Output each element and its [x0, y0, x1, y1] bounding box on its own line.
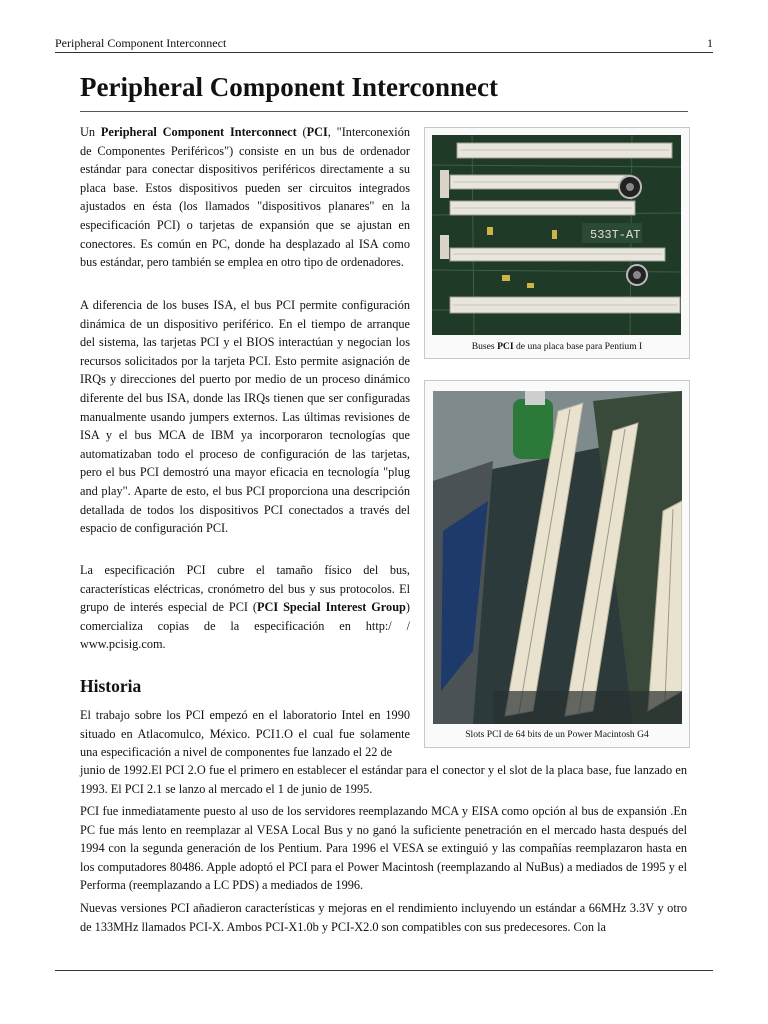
- page-number: 1: [707, 36, 713, 50]
- pci-sig-bold: PCI Special Interest Group: [257, 600, 406, 615]
- intro-paragraph-3: La especificación PCI cubre el tamaño físico del bus, características eléctricas, cronómetro del bus y sus protocolos. El grupo de interés especial de PCI (PCI Special Interest Group) comercializa copias de la especificación en http:/ / www.pcisig.com.: [80, 563, 410, 652]
- figure-pci-slots: [424, 380, 690, 748]
- figure-1-caption: Buses PCI de una placa base para Pentium I: [471, 341, 643, 352]
- pci-slots-photo: [433, 391, 682, 724]
- title-divider: [80, 111, 688, 112]
- intro-paragraph-2: A diferencia de los buses ISA, el bus PCI permite configuración dinámica de un dispositivo periférico. En el tiempo de arranque del sistema, las tarjetas PCI y el BIOS interactúan y negocian los recursos solicitados por la tarjeta PCI. Esto permite asignación de IRQs y direcciones del puerto por medio de un proceso dinámico diferente del bus ISA, donde las IRQs tienen que ser configuradas manualmente usando jumpers externos. Las últimas revisiones de ISA y el bus MCA de IBM ya incorporaron tecnologías que automatizaban todo el proceso de configuración de las tarjetas, pero el bus PCI demostró una mayor eficacia en tecnología "plug and play". Aparte de esto, el bus PCI proporciona una descripción detallada de todos los dispositivos PCI conectados a través del espacio de configuración PCI.: [80, 298, 410, 536]
- board-label: 533T-AT: [590, 228, 641, 242]
- abbr-bold: PCI: [306, 125, 328, 139]
- intro-paragraph-1: Un Peripheral Component Interconnect (PCI, "Interconexión de Componentes Periféricos") consiste en un bus de ordenador estándar para conectar dispositivos periféricos directamente a su placa base. Estos dispositivos pueden ser circuitos integrados ajustados en ésta (los llamados "dispositivos planares" en la especificación PCI) o tarjetas de expansión que se ajustan en conectores. Es común en PC, donde ha desplazado al ISA como bus estándar, pero también se emplea en otro tipo de ordenadores.: [80, 125, 410, 270]
- motherboard-illustration: [432, 135, 681, 335]
- running-header: [55, 36, 713, 53]
- page-title: Peripheral Component Interconnect: [80, 72, 498, 102]
- historia-paragraph-3: Nuevas versiones PCI añadieron características y mejoras en el rendimiento incluyendo un estándar a 66MHz 3.3V y otro de 133MHz llamados PCI-X. Ambos PCI-X1.0b y PCI-X2.0 son compatibles con sus predecesores. Con la: [80, 901, 687, 934]
- section-heading-historia: Historia: [80, 676, 142, 696]
- figure-2-caption: Slots PCI de 64 bits de un Power Macintosh G4: [465, 729, 649, 740]
- figure-pci-buses: [424, 127, 690, 359]
- historia-paragraph-1-continued: junio de 1992.El PCI 2.O fue el primero en establecer el estándar para el conector y el slot de la placa base, fue lanzado en 1993. El PCI 2.1 se lanzo al mercado el 1 de junio de 1995.: [80, 763, 687, 796]
- running-title: Peripheral Component Interconnect: [55, 36, 227, 50]
- historia-paragraph-1-column: El trabajo sobre los PCI empezó en el laboratorio Intel en 1990 situado en Atlacomulco, México. PCI1.O el cual fue solamente una especificación a nivel de componentes fue lanzado el 22 de: [80, 708, 410, 760]
- footer-divider: [55, 970, 713, 971]
- term-bold: Peripheral Component Interconnect: [100, 125, 297, 139]
- historia-paragraph-2: PCI fue inmediatamente puesto al uso de los servidores reemplazando MCA y EISA como opción al bus de expansión .En PC fue más lento en reemplazar al VESA Local Bus y no ganó la suficiente penetración en el mercado hasta después del 1994 con la segunda generación de los Pentium. Para 1996 el VESA se extinguió y las compañías reemplazaron hasta en los computadores 80486. Apple adoptó el PCI para el Power Macintosh (reemplazando al NuBus) a mediados de 1995 y el Performa (reemplazando a LC PDS) a mediados de 1996.: [80, 804, 687, 893]
- pci-slots-illustration: [433, 391, 682, 724]
- motherboard-photo: [432, 135, 681, 335]
